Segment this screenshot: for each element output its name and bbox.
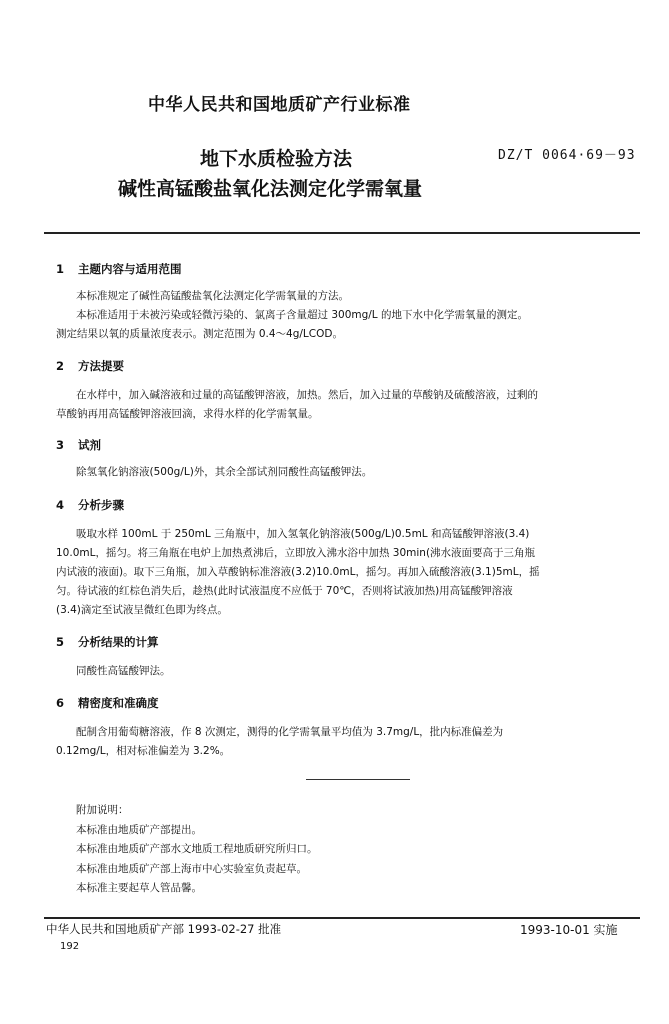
- paragraph-line: 配制含用葡萄糖溶液，作 8 次测定，测得的化学需氧量平均值为 3.7mg/L，批内标准偏差为: [76, 726, 504, 738]
- document-title-line1: 地下水质检验方法: [200, 148, 353, 170]
- top-rule: [44, 232, 640, 234]
- additional-notes: [76, 801, 318, 899]
- paragraph-line: 吸取水样 100mL 于 250mL 三角瓶中，加入氢氧化钠溶液(500g/L)0.5mL 和高锰酸钾溶液(3.4): [76, 528, 530, 540]
- effective-date: 1993-10-01 实施: [520, 923, 618, 937]
- paragraph-line: 10.0mL，摇匀。将三角瓶在电炉上加热煮沸后，立即放入沸水浴中加热 30min(沸水液面要高于三角瓶: [56, 547, 536, 559]
- note-line: 本标准主要起草人管品馨。: [76, 882, 202, 894]
- paragraph-line: 本标准规定了碱性高锰酸盐氧化法测定化学需氧量的方法。: [76, 290, 349, 302]
- section-heading: [56, 695, 159, 711]
- paragraph-line: 本标准适用于未被污染或轻微污染的、氯离子含量超过 300mg/L 的地下水中化学需氧量的测定。: [76, 309, 528, 321]
- paragraph-line: 0.12mg/L，相对标准偏差为 3.2%。: [56, 745, 231, 757]
- notes-heading: 附加说明：: [76, 804, 129, 816]
- paragraph-line: 在水样中，加入碱溶液和过量的高锰酸钾溶液，加热。然后，加入过量的草酸钠及硫酸溶液，过剩的: [76, 389, 538, 401]
- approval-info: 中华人民共和国地质矿产部 1993-02-27 批准: [46, 922, 282, 936]
- section-heading: [56, 497, 124, 513]
- section-number: 2: [56, 359, 65, 373]
- note-line: 本标准由地质矿产部提出。: [76, 823, 202, 836]
- paragraph-line: 除氢氧化钠溶液(500g/L)外，其余全部试剂同酸性高锰酸钾法。: [76, 466, 373, 478]
- section-heading: [56, 261, 182, 277]
- bottom-rule: [44, 917, 640, 919]
- paragraph-line: 草酸钠再用高锰酸钾溶液回滴，求得水样的化学需氧量。: [56, 408, 319, 420]
- section-title: 方法提要: [78, 359, 124, 373]
- section-title: 试剂: [78, 438, 101, 452]
- section-number: 6: [56, 696, 65, 710]
- note-line: 本标准由地质矿产部上海市中心实验室负责起草。: [76, 862, 307, 875]
- section-number: 5: [56, 635, 65, 649]
- section-title: 分析结果的计算: [78, 635, 159, 649]
- paragraph-line: 同酸性高锰酸钾法。: [76, 665, 171, 677]
- section-number: 1: [56, 262, 65, 276]
- paragraph-line: (3.4)滴定至试液呈微红色即为终点。: [56, 604, 228, 616]
- paragraph-line: 匀。待试液的红棕色消失后，趁热(此时试液温度不应低于 70℃，否则将试液加热)用高锰酸钾溶液: [56, 585, 513, 597]
- paragraph-line: 测定结果以氧的质量浓度表示。测定范围为 0.4～4g/LCOD。: [56, 328, 343, 340]
- standard-code: DZ/T 0064·69－93: [498, 148, 636, 163]
- paragraph-line: 内试液的液面)。取下三角瓶，加入草酸钠标准溶液(3.2)10.0mL，摇匀。再加入硫酸溶液(3.1)5mL，摇: [56, 566, 540, 578]
- section-title: 主题内容与适用范围: [78, 262, 182, 276]
- section-heading: [56, 634, 159, 650]
- section-title: 精密度和准确度: [78, 696, 159, 710]
- separator-rule: [306, 779, 410, 780]
- section-number: 3: [56, 438, 65, 452]
- section-heading: [56, 358, 124, 374]
- section-heading: [56, 437, 101, 453]
- section-title: 分析步骤: [78, 498, 124, 512]
- document-title-line2: 碱性高锰酸盐氧化法测定化学需氧量: [118, 178, 423, 200]
- section-number: 4: [56, 498, 65, 512]
- note-line: 本标准由地质矿产部水文地质工程地质研究所归口。: [76, 843, 318, 855]
- page-number: 192: [60, 941, 80, 952]
- issuer-header: 中华人民共和国地质矿产行业标准: [148, 95, 411, 115]
